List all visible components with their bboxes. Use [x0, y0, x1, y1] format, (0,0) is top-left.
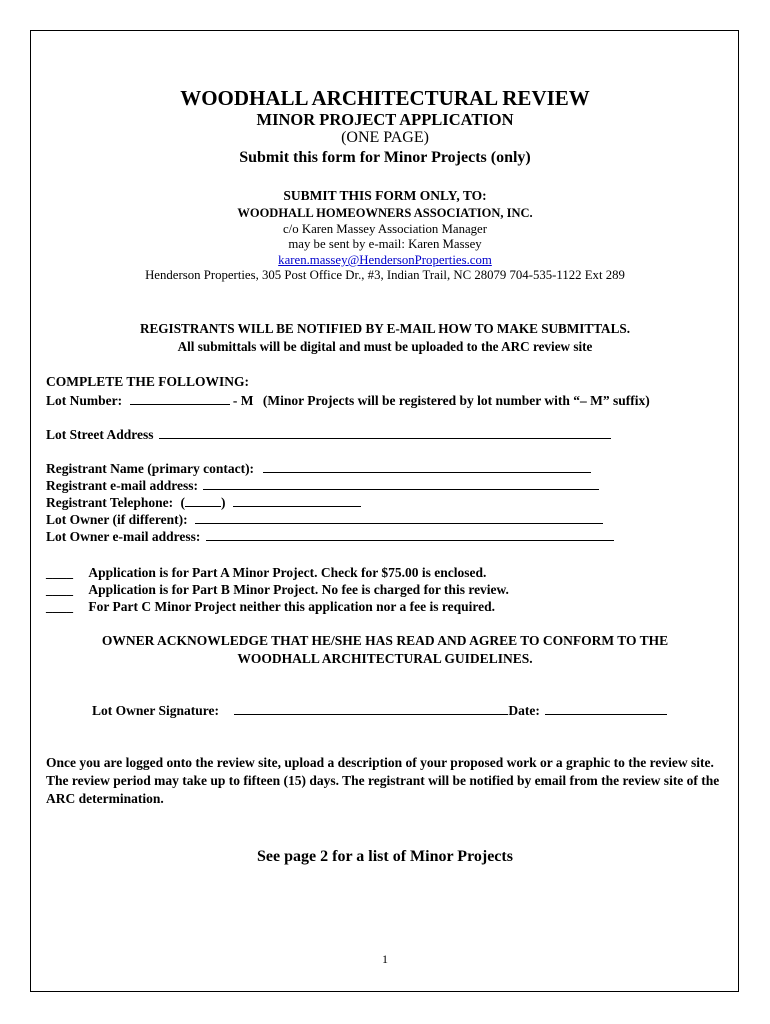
registrant-email-field[interactable] [203, 488, 599, 490]
registrant-phone-row [46, 495, 361, 511]
option-blank[interactable]: ____ [46, 582, 73, 597]
lot-street-label: Lot Street Address [46, 427, 154, 442]
submit-to-heading: SUBMIT THIS FORM ONLY, TO: [283, 188, 487, 203]
lot-number-note: (Minor Projects will be registered by lot number with “– M” suffix) [262, 393, 650, 408]
signature-field[interactable] [234, 713, 508, 715]
option-text: Application is for Part B Minor Project. No fee is charged for this review. [88, 582, 509, 597]
lot-street-field[interactable] [159, 437, 611, 439]
registrant-phone-label: Registrant Telephone: [46, 495, 174, 510]
email-note: may be sent by e-mail: Karen Massey [288, 237, 482, 251]
registrant-name-row [46, 461, 591, 477]
lot-owner-email-label: Lot Owner e-mail address: [46, 529, 201, 544]
manager-email-link[interactable]: karen.massey@HendersonProperties.com [278, 253, 492, 267]
lot-street-row [46, 427, 611, 443]
lot-number-label: Lot Number: [46, 393, 123, 408]
registrant-name-field[interactable] [263, 471, 591, 473]
lot-number-row [46, 393, 650, 409]
signature-row [92, 703, 667, 719]
lot-number-field[interactable] [130, 403, 230, 405]
option-part-a [46, 565, 486, 581]
signature-label: Lot Owner Signature: [92, 703, 220, 718]
document-title: WOODHALL ARCHITECTURAL REVIEW [180, 86, 590, 110]
option-part-b [46, 582, 509, 598]
instructions-paragraph: Once you are logged onto the review site, upload a description of your proposed work or a graphic to the review site. The review period may take up to fifteen (15) days. The registrant will be notified by email from the review site of the ARC determination. [46, 755, 720, 806]
phone-number-field[interactable] [233, 505, 361, 507]
lot-number-suffix: - M [232, 393, 254, 408]
option-text: Application is for Part A Minor Project. Check for $75.00 is enclosed. [88, 565, 487, 580]
complete-heading: COMPLETE THE FOLLOWING: [46, 374, 250, 389]
date-field[interactable] [545, 713, 667, 715]
acknowledgement-line-2: WOODHALL ARCHITECTURAL GUIDELINES. [237, 651, 533, 666]
date-label: Date: [508, 703, 540, 718]
acknowledgement-line-1: OWNER ACKNOWLEDGE THAT HE/SHE HAS READ AND AGREE TO CONFORM TO THE [101, 633, 669, 648]
registrant-name-label: Registrant Name (primary contact): [46, 461, 255, 476]
lot-owner-email-row [46, 529, 614, 545]
phone-close-paren: ) [221, 495, 226, 510]
lot-owner-label: Lot Owner (if different): [46, 512, 188, 527]
lot-owner-email-field[interactable] [206, 539, 614, 541]
one-page-note: (ONE PAGE) [341, 129, 429, 146]
phone-area-code-field[interactable] [185, 505, 221, 507]
registrant-email-label: Registrant e-mail address: [46, 478, 198, 493]
option-blank[interactable]: ____ [46, 599, 73, 614]
digital-submittal-note: All submittals will be digital and must be uploaded to the ARC review site [177, 339, 593, 354]
option-part-c [46, 599, 495, 615]
page-number: 1 [382, 952, 388, 966]
notification-notice: REGISTRANTS WILL BE NOTIFIED BY E-MAIL HOW TO MAKE SUBMITTALS. [139, 321, 630, 336]
office-address: Henderson Properties, 305 Post Office Dr., #3, Indian Trail, NC 28079 704-535-1122 Ext 289 [145, 268, 625, 282]
lot-owner-field[interactable] [195, 522, 603, 524]
care-of-line: c/o Karen Massey Association Manager [283, 222, 487, 236]
registrant-email-row [46, 478, 599, 494]
see-page-2-note: See page 2 for a list of Minor Projects [257, 848, 513, 865]
option-text: For Part C Minor Project neither this application nor a fee is required. [88, 599, 495, 614]
document-subtitle: MINOR PROJECT APPLICATION [256, 110, 514, 129]
association-name: WOODHALL HOMEOWNERS ASSOCIATION, INC. [237, 206, 533, 220]
submit-instruction: Submit this form for Minor Projects (only) [239, 149, 531, 166]
lot-owner-row [46, 512, 603, 528]
option-blank[interactable]: ____ [46, 565, 73, 580]
phone-open-paren: ( [180, 495, 186, 510]
